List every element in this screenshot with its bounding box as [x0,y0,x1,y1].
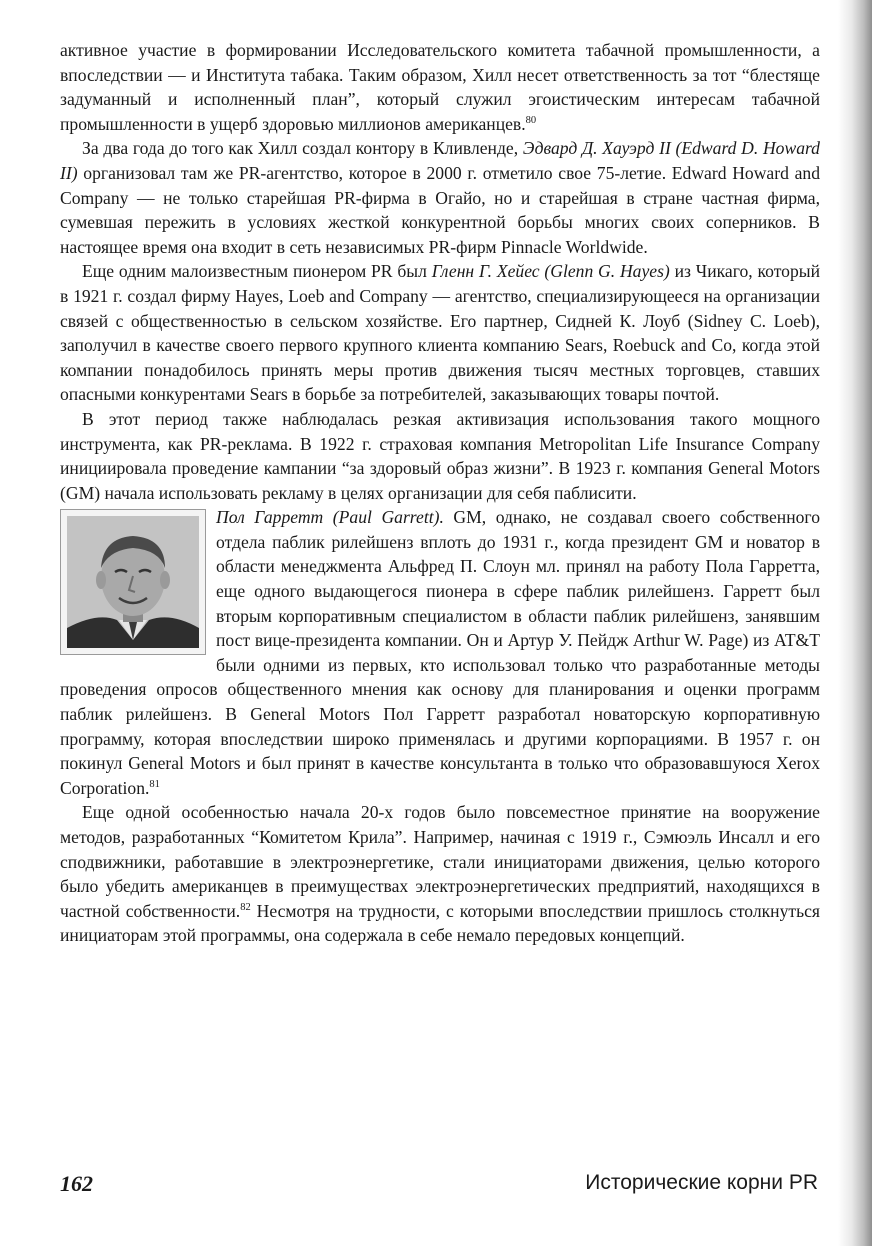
page-number: 162 [60,1171,93,1196]
paragraph-text: активное участие в формировании Исследовательского комитета табачной промышленности, а впоследствии — и Института табака. Таким образом, Хилл несет ответственность за тот “блестяще задуманный и исполненный план”, который служил эгоистическим интересам табачной промышленности в ущерб здоровью миллионов американцев. [60,40,820,134]
footnote-ref-81: 81 [149,778,160,790]
portrait-image [67,516,199,648]
footnote-ref-82: 82 [240,901,251,913]
paragraph-text: В этот период также наблюдалась резкая активизация использования такого мощного инструмента, как PR-реклама. В 1922 г. страховая компания Metropolitan Life Insurance Company инициировала проведение кампании “за здоровый образ жизни”. В 1923 г. компания General Motors (GM) начала использовать рекламу в целях организации для себя паблисити. [60,408,820,503]
paragraph-creel-committee [60,800,820,948]
paragraph-text: Несмотря на трудности, с которыми впоследствии пришлось столкнуться инициаторам этой программы, она содержала в себе немало передовых концепций. [60,900,820,946]
running-title: Исторические корни PR [585,1171,818,1194]
paragraph-text: GM, однако, не создавал своего собственного отдела паблик рилейшенз вплоть до 1931 г., когда президент GM и новатор в области менеджмента Альфред П. Слоун мл. принял на работу Пола Гарретта, еще одного выдающегося пионера в сфере паблик рилейшенз. Гарретт был вторым корпоративным специалистом в области паблик рилейшенз, занявшим пост вице-президента компании. Он и Артур У. Пейдж Arthur W. Page) из AT&T были одними из первых, кто использовал только что разработанные методы проведения опросов общественного мнения как основу для планирования и оценки программ паблик рилейшенз. В General Motors Пол Гарретт разработал новаторскую корпоративную программу, которая впоследствии широко применялась и другими корпорациями. В 1957 г. он покинул General Motors и был принят в качестве консультанта в только что образовавшуюся Xerox Corporation. [60,507,821,798]
portrait-photo-paul-garrett [60,509,206,655]
page-body [60,38,820,948]
footnote-ref-80: 80 [525,114,537,126]
paragraph-text: Еще одним малоизвестным пионером PR был [82,261,432,282]
paragraph-text: За два года до того как Хилл создал контору в Кливленде, [82,138,523,159]
person-name-hayes: Гленн Г. Хейес (Glenn G. Hayes) [431,261,670,282]
paragraph-pr-advertising [60,407,820,505]
paragraph-text: из Чикаго, который в 1921 г. создал фирму Hayes, Loeb and Company — агентство, специализирующееся на организации связей с общественностью в сельском хозяйстве. Его партнер, Сидней К. Лоуб (Sidney C. Loeb), заполучил в качестве своего первого крупного клиента компанию Sears, Roebuck and Co, когда этой компании понадобилось принять меры против движения тысяч местных торговцев, ставших опасными конкурентами Sears в борьбе за потребителей, заказывающих товары почтой. [60,261,820,405]
person-name-garrett: Пол Гарретт (Paul Garrett). [216,507,444,528]
person-name-howard: Эдвард Д. Хауэрд II (Edward D. Howard II) [60,138,820,183]
paragraph-text: Еще одной особенностью начала 20-х годов было повсеместное принятие на вооружение методов, разработанных “Комитетом Крила”. Например, начиная с 1919 г., Сэмюэль Инсалл и его сподвижники, работавшие в электроэнергетике, стали инициаторами движения, целью которого было убедить американцев в преимуществах электроэнергетических предприятий, находящихся в частной собственности. [60,802,820,921]
paragraph-tobacco [60,38,820,136]
paragraph-howard [60,136,820,259]
paragraph-text: организовал там же PR-агентство, которое в 2000 г. отметило свое 75-летие. Edward Howard and Company — не только старейшая PR-фирма в Огайо, но и старейшая в стране частная фирма, сумевшая пережить в условиях жесткой конкурентной борьбы многих своих соперников. В настоящее время она входит в сеть независимых PR-фирм Pinnacle Worldwide. [60,162,820,257]
page-binding-shadow [838,0,872,1246]
paragraph-hayes [60,259,820,407]
